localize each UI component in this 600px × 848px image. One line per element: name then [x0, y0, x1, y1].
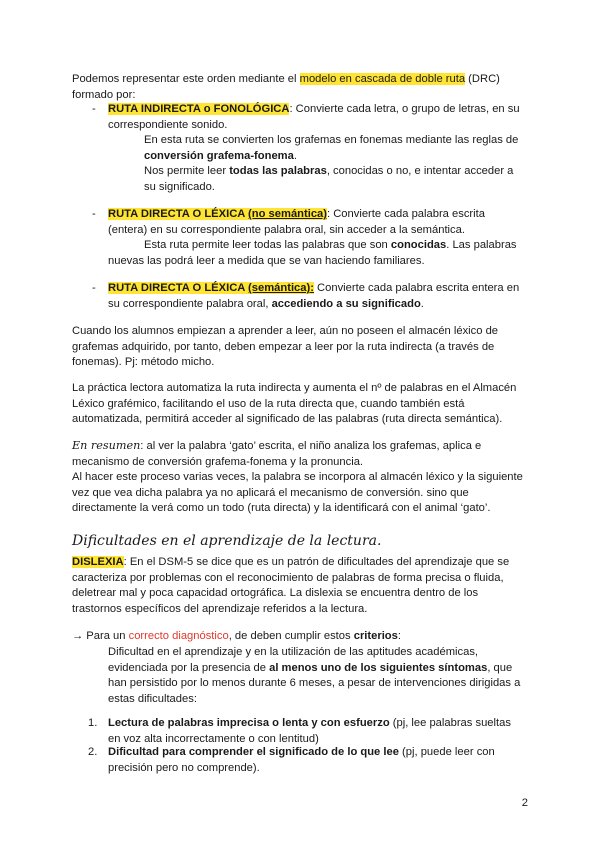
diagnosis-text-2: , de deben cumplir estos — [228, 630, 354, 642]
direct-route-title: RUTA DIRECTA O LÉXICA — [108, 282, 245, 294]
list-item-text: (pj, lee palabras sueltas en voz alta incorrectamente o con lentitud) — [108, 717, 511, 745]
drc-model-highlight: modelo en cascada de doble ruta — [299, 73, 466, 85]
list-item — [108, 716, 526, 747]
detail-text: Esta ruta permite leer todas las palabras que son — [144, 239, 391, 251]
diagnosis-line — [72, 629, 532, 645]
list-item-bold: Lectura de palabras imprecisa o lenta y con esfuerzo — [108, 717, 390, 729]
intro-text-end: (DRC) formado por: — [72, 73, 500, 101]
semantic-label: (semántica): — [248, 282, 314, 294]
direct-route-text: Convierte cada palabra escrita entera en su correspondiente palabra oral, — [108, 282, 520, 310]
direct-route-detail — [108, 238, 520, 269]
intro-text: Podemos representar este orden mediante el — [72, 73, 300, 85]
detail-bold: conversión grafema-fonema — [144, 149, 294, 162]
section-heading: Dificultades en el aprendizaje de la lectura. — [72, 533, 382, 549]
list-number: 2. — [88, 746, 98, 758]
list-number: 1. — [88, 717, 98, 729]
bullet-direct-route-semantic — [108, 281, 520, 312]
arrow-icon: → — [72, 630, 84, 642]
detail-text: Nos permite leer — [144, 165, 230, 177]
direct-route-title: RUTA DIRECTA O LÉXICA — [108, 208, 245, 220]
detail-end: . — [293, 149, 297, 162]
sentence-end: . — [420, 297, 424, 310]
list-item-bold: Dificultad para comprender el significado de lo que lee — [108, 746, 399, 758]
detail-bold: conocidas — [390, 239, 447, 251]
paragraph-beginners: Cuando los alumnos empiezan a aprender a leer, aún no poseen el almacén léxico de grafemas adquirido, por tanto, deben empezar a leer por la ruta indirecta (a través de fonemas). Pj: método micho. — [72, 325, 499, 368]
indirect-route-text: : Convierte cada letra, o grupo de letras, en su correspondiente sonido. — [108, 103, 520, 131]
dyslexia-highlight: DISLEXIA — [72, 556, 124, 568]
meaning-access-bold: accediendo a su significado — [271, 297, 421, 310]
indirect-route-detail-2 — [144, 164, 526, 195]
criteria-bold: criterios — [353, 630, 398, 642]
indirect-route-detail-1 — [144, 133, 524, 164]
detail-bold: al menos uno de los siguientes síntomas — [269, 661, 488, 674]
detail-text: Dificultad en el aprendizaje y en la utilización de las aptitudes académicas, evidenciada por la presencia de — [108, 646, 479, 674]
diagnosis-text: Para un — [83, 630, 129, 642]
non-semantic-label: (no semántica) — [248, 208, 327, 220]
indirect-route-title: RUTA INDIRECTA o FONOLÓGICA — [108, 103, 290, 115]
list-item-text: (pj, puede leer con precisión pero no comprende). — [108, 746, 495, 774]
diagnosis-detail — [108, 645, 522, 707]
intro-paragraph — [72, 72, 524, 103]
page-number: 2 — [521, 797, 528, 809]
bullet-dash: - — [92, 208, 96, 220]
summary-text-2: Al hacer este proceso varias veces, la palabra se incorpora al almacén léxico y la siguiente vez que vea dicha palabra ya no aplicará el mecanismo de conversión. sino que directamente la verá como un todo (ruta directa) y la identificará con el animal ‘gato’. — [72, 471, 523, 514]
bullet-indirect-route — [108, 102, 520, 133]
dyslexia-definition: : En el DSM-5 se dice que es un patrón de dificultades del aprendizaje que se caracteriza por problemas con el reconocimiento de palabras de forma precisa o fluida, deletrear mal y poca capacidad ortográfica. La dislexia se encuentra dentro de los trastornos específicos del aprendizaje referidos a la lectura. — [72, 556, 510, 615]
detail-end: , que han persistido por lo menos durante 6 meses, a pesar de intervenciones dirigidas a estas dificultades: — [108, 661, 521, 705]
diagnosis-end: : — [397, 630, 401, 642]
paragraph-practice: La práctica lectora automatiza la ruta indirecta y aumenta el nº de palabras en el Almacén Léxico grafémico, facilitando el uso de la ruta directa que, cuando también está automatizada, permitirá acceder al significado de las palabras (ruta directa semántica). — [72, 382, 517, 425]
direct-route-text: : Convierte cada palabra escrita (entera) en su correspondiente palabra oral, sin acceder a la semántica. — [108, 208, 485, 236]
detail-bold: todas las palabras — [229, 165, 327, 177]
bullet-direct-route-nonsemantic — [108, 207, 520, 238]
diagnosis-red: correcto diagnóstico — [128, 630, 229, 642]
detail-text: En esta ruta se convierten los grafemas en fonemas mediante las reglas de — [144, 134, 519, 146]
paragraph-summary — [72, 438, 532, 517]
detail-end: . Las palabras nuevas las podrá leer a medida que se van haciendo familiares. — [108, 239, 517, 267]
summary-lead: En resumen — [72, 439, 141, 452]
summary-text: : al ver la palabra ‘gato’ escrita, el niño analiza los grafemas, aplica e mecanismo de conversión grafema-fonema y la pronuncia. — [72, 440, 482, 468]
paragraph-dyslexia — [72, 555, 530, 617]
bullet-dash: - — [92, 103, 96, 115]
bullet-dash: - — [92, 282, 96, 294]
detail-end: , conocidas o no, e intentar acceder a su significado. — [144, 165, 514, 193]
list-item — [108, 745, 526, 776]
